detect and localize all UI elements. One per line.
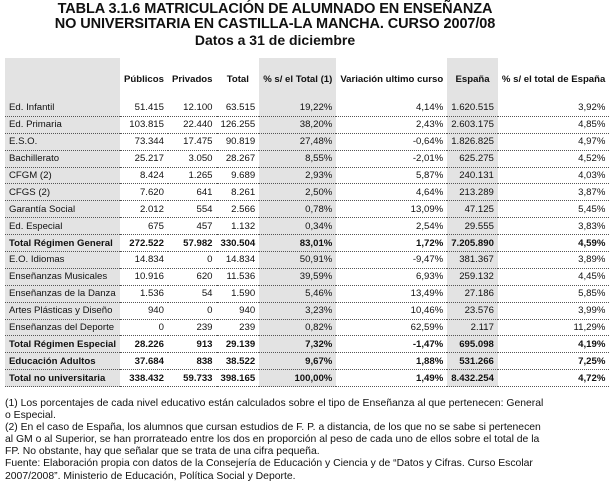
table-cell: 8.432.254 <box>447 370 498 387</box>
table-row <box>5 218 609 235</box>
table-cell: 4,64% <box>336 184 447 201</box>
table-cell: 28.267 <box>217 150 260 167</box>
table-cell: 29.555 <box>447 218 498 235</box>
table-cell: 2.117 <box>447 319 498 336</box>
table-cell: 83,01% <box>259 235 336 252</box>
table-cell: 7,25% <box>498 353 609 370</box>
table-cell: -2,01% <box>336 150 447 167</box>
table-cell: 330.504 <box>217 235 260 252</box>
table-cell: 39,59% <box>259 268 336 285</box>
table-cell: 2.566 <box>217 201 260 218</box>
table-cell: 1.536 <box>120 285 168 302</box>
table-cell: 675 <box>120 218 168 235</box>
table-row <box>5 116 609 133</box>
table-cell: 0,34% <box>259 218 336 235</box>
table-cell: 5,46% <box>259 285 336 302</box>
table-cell: 213.289 <box>447 184 498 201</box>
header-cell <box>5 58 120 100</box>
footnotes <box>5 398 545 483</box>
table-cell: 90.819 <box>217 133 260 150</box>
table-cell: 27,48% <box>259 133 336 150</box>
row-label: Artes Plásticas y Diseño <box>5 302 120 319</box>
enrollment-table <box>5 58 609 387</box>
table-cell: 3,92% <box>498 100 609 116</box>
table-cell: 7.620 <box>120 184 168 201</box>
table-cell: 239 <box>168 319 217 336</box>
row-label: Enseñanzas del Deporte <box>5 319 120 336</box>
table-cell: -0,64% <box>336 133 447 150</box>
table-cell: 14.834 <box>120 252 168 269</box>
table-cell: 239 <box>217 319 260 336</box>
header-cell: Privados <box>168 58 217 100</box>
table-row <box>5 184 609 201</box>
table-row <box>5 268 609 285</box>
table-cell: 7,32% <box>259 336 336 353</box>
row-label: Educación Adultos <box>5 353 120 370</box>
table-cell: 3,83% <box>498 218 609 235</box>
row-label: E.O. Idiomas <box>5 252 120 269</box>
table-cell: 51.415 <box>120 100 168 116</box>
table-cell: 22.440 <box>168 116 217 133</box>
table-cell: 2.603.175 <box>447 116 498 133</box>
table-cell: 240.131 <box>447 167 498 184</box>
row-label: Ed. Especial <box>5 218 120 235</box>
table-cell: -1,47% <box>336 336 447 353</box>
table-cell: 23.576 <box>447 302 498 319</box>
table-cell: 37.684 <box>120 353 168 370</box>
table-cell: 11,29% <box>498 319 609 336</box>
table-cell: 8.424 <box>120 167 168 184</box>
table-cell: 1,88% <box>336 353 447 370</box>
table-row <box>5 302 609 319</box>
row-label: Total Régimen General <box>5 235 120 252</box>
table-row <box>5 235 609 252</box>
table-cell: 38.522 <box>217 353 260 370</box>
table-cell: 1.826.825 <box>447 133 498 150</box>
table-cell: 73.344 <box>120 133 168 150</box>
row-label: Ed. Primaria <box>5 116 120 133</box>
table-cell: 8,55% <box>259 150 336 167</box>
table-cell: 11.536 <box>217 268 260 285</box>
table-subtitle: Datos a 31 de diciembre <box>194 32 356 48</box>
table-cell: 3.050 <box>168 150 217 167</box>
table-cell: 2,43% <box>336 116 447 133</box>
table-cell: 5,85% <box>498 285 609 302</box>
table-cell: 1.590 <box>217 285 260 302</box>
table-cell: 0 <box>120 319 168 336</box>
table-cell: 1.265 <box>168 167 217 184</box>
table-cell: 3,89% <box>498 252 609 269</box>
table-row <box>5 370 609 387</box>
title-line-2: NO UNIVERSITARIA EN CASTILLA-LA MANCHA. CURSO 2007/08 <box>54 16 496 32</box>
table-row <box>5 252 609 269</box>
table-cell: 3,23% <box>259 302 336 319</box>
table-cell: 913 <box>168 336 217 353</box>
table-cell: 100,00% <box>259 370 336 387</box>
row-label: Total Régimen Especial <box>5 336 120 353</box>
table-cell: 0 <box>168 252 217 269</box>
table-cell: 4,52% <box>498 150 609 167</box>
table-cell: 620 <box>168 268 217 285</box>
header-cell: España <box>447 58 498 100</box>
table-cell: 0 <box>168 302 217 319</box>
table-cell: 27.186 <box>447 285 498 302</box>
table-cell: 59.733 <box>168 370 217 387</box>
table-cell: 457 <box>168 218 217 235</box>
table-cell: 13,09% <box>336 201 447 218</box>
table-row <box>5 285 609 302</box>
table-cell: 38,20% <box>259 116 336 133</box>
table-cell: 63.515 <box>217 100 260 116</box>
table-cell: 29.139 <box>217 336 260 353</box>
header-cell: % s/ el total de España <box>498 58 609 100</box>
table-cell: 625.275 <box>447 150 498 167</box>
header-row <box>5 58 609 100</box>
table-cell: 103.815 <box>120 116 168 133</box>
header-cell: % s/ el Total (1) <box>259 58 336 100</box>
header-cell: Total <box>217 58 260 100</box>
table-cell: 531.266 <box>447 353 498 370</box>
row-label: Enseñanzas de la Danza <box>5 285 120 302</box>
table-cell: 3,87% <box>498 184 609 201</box>
table-cell: 259.132 <box>447 268 498 285</box>
header-cell: Variación ultimo curso <box>336 58 447 100</box>
footnote-2: (2) En el caso de España, los alumnos que cursan estudios de F. P. a distancia, de los que no se sabe si pertenecen al GM o al Superior, se han prorrateado entre los dos en proporción al peso de cada uno de ellos sobre el total de la FP. No obstante, hay que señalar que se trata de una cifra pequeña. <box>5 422 541 458</box>
table-cell: 9,67% <box>259 353 336 370</box>
table-cell: 5,45% <box>498 201 609 218</box>
table-cell: 7.205.890 <box>447 235 498 252</box>
table-cell: 940 <box>217 302 260 319</box>
row-label: Ed. Infantil <box>5 100 120 116</box>
table-cell: 272.522 <box>120 235 168 252</box>
table-cell: 62,59% <box>336 319 447 336</box>
table-cell: 4,03% <box>498 167 609 184</box>
table-cell: 940 <box>120 302 168 319</box>
table-cell: 641 <box>168 184 217 201</box>
table-cell: 1.132 <box>217 218 260 235</box>
table-cell: 13,49% <box>336 285 447 302</box>
footnote-1: (1) Los porcentajes de cada nivel educativo están calculados sobre el tipo de Enseñanza al que pertenecen: General o Especial. <box>5 398 544 422</box>
table-cell: 3,99% <box>498 302 609 319</box>
table-cell: 4,45% <box>498 268 609 285</box>
row-label: CFGM (2) <box>5 167 120 184</box>
table-cell: 12.100 <box>168 100 217 116</box>
table-cell: 4,14% <box>336 100 447 116</box>
table-cell: 2,93% <box>259 167 336 184</box>
row-label: E.S.O. <box>5 133 120 150</box>
table-cell: 14.834 <box>217 252 260 269</box>
table-cell: 2,54% <box>336 218 447 235</box>
table-cell: 19,22% <box>259 100 336 116</box>
table-title <box>0 0 550 32</box>
table-cell: 50,91% <box>259 252 336 269</box>
table-cell: 0,78% <box>259 201 336 218</box>
table-cell: 1,49% <box>336 370 447 387</box>
table-row <box>5 201 609 218</box>
table-cell: 554 <box>168 201 217 218</box>
row-label: Enseñanzas Musicales <box>5 268 120 285</box>
table-cell: 4,85% <box>498 116 609 133</box>
title-line-1: TABLA 3.1.6 MATRICULACIÓN DE ALUMNADO EN ENSEÑANZA <box>57 1 493 17</box>
table-row <box>5 100 609 116</box>
table-cell: -9,47% <box>336 252 447 269</box>
table-row <box>5 150 609 167</box>
table-cell: 338.432 <box>120 370 168 387</box>
table-cell: 695.098 <box>447 336 498 353</box>
table-cell: 4,59% <box>498 235 609 252</box>
header-cell: Públicos <box>120 58 168 100</box>
table-cell: 126.255 <box>217 116 260 133</box>
table-row <box>5 353 609 370</box>
table-cell: 25.217 <box>120 150 168 167</box>
table-cell: 6,93% <box>336 268 447 285</box>
table-cell: 47.125 <box>447 201 498 218</box>
table-cell: 4,19% <box>498 336 609 353</box>
row-label: Bachillerato <box>5 150 120 167</box>
table-row <box>5 167 609 184</box>
table-row <box>5 133 609 150</box>
row-label: Garantía Social <box>5 201 120 218</box>
table-cell: 10.916 <box>120 268 168 285</box>
table-cell: 381.367 <box>447 252 498 269</box>
table-cell: 28.226 <box>120 336 168 353</box>
table-cell: 4,97% <box>498 133 609 150</box>
table-cell: 398.165 <box>217 370 260 387</box>
table-row <box>5 336 609 353</box>
table-cell: 2.012 <box>120 201 168 218</box>
table-cell: 838 <box>168 353 217 370</box>
table-row <box>5 319 609 336</box>
source-note: Fuente: Elaboración propia con datos de la Consejería de Educación y Ciencia y de “Datos y Cifras. Curso Escolar 2007/2008”. Ministerio de Educación, Política Social y Deporte. <box>5 458 533 482</box>
table-cell: 57.982 <box>168 235 217 252</box>
table-cell: 8.261 <box>217 184 260 201</box>
table-cell: 17.475 <box>168 133 217 150</box>
table-cell: 1,72% <box>336 235 447 252</box>
table-cell: 9.689 <box>217 167 260 184</box>
row-label: CFGS (2) <box>5 184 120 201</box>
row-label: Total no universitaria <box>5 370 120 387</box>
table-cell: 54 <box>168 285 217 302</box>
table-cell: 5,87% <box>336 167 447 184</box>
table-cell: 2,50% <box>259 184 336 201</box>
table-cell: 1.620.515 <box>447 100 498 116</box>
table-cell: 10,46% <box>336 302 447 319</box>
table-cell: 0,82% <box>259 319 336 336</box>
table-cell: 4,72% <box>498 370 609 387</box>
